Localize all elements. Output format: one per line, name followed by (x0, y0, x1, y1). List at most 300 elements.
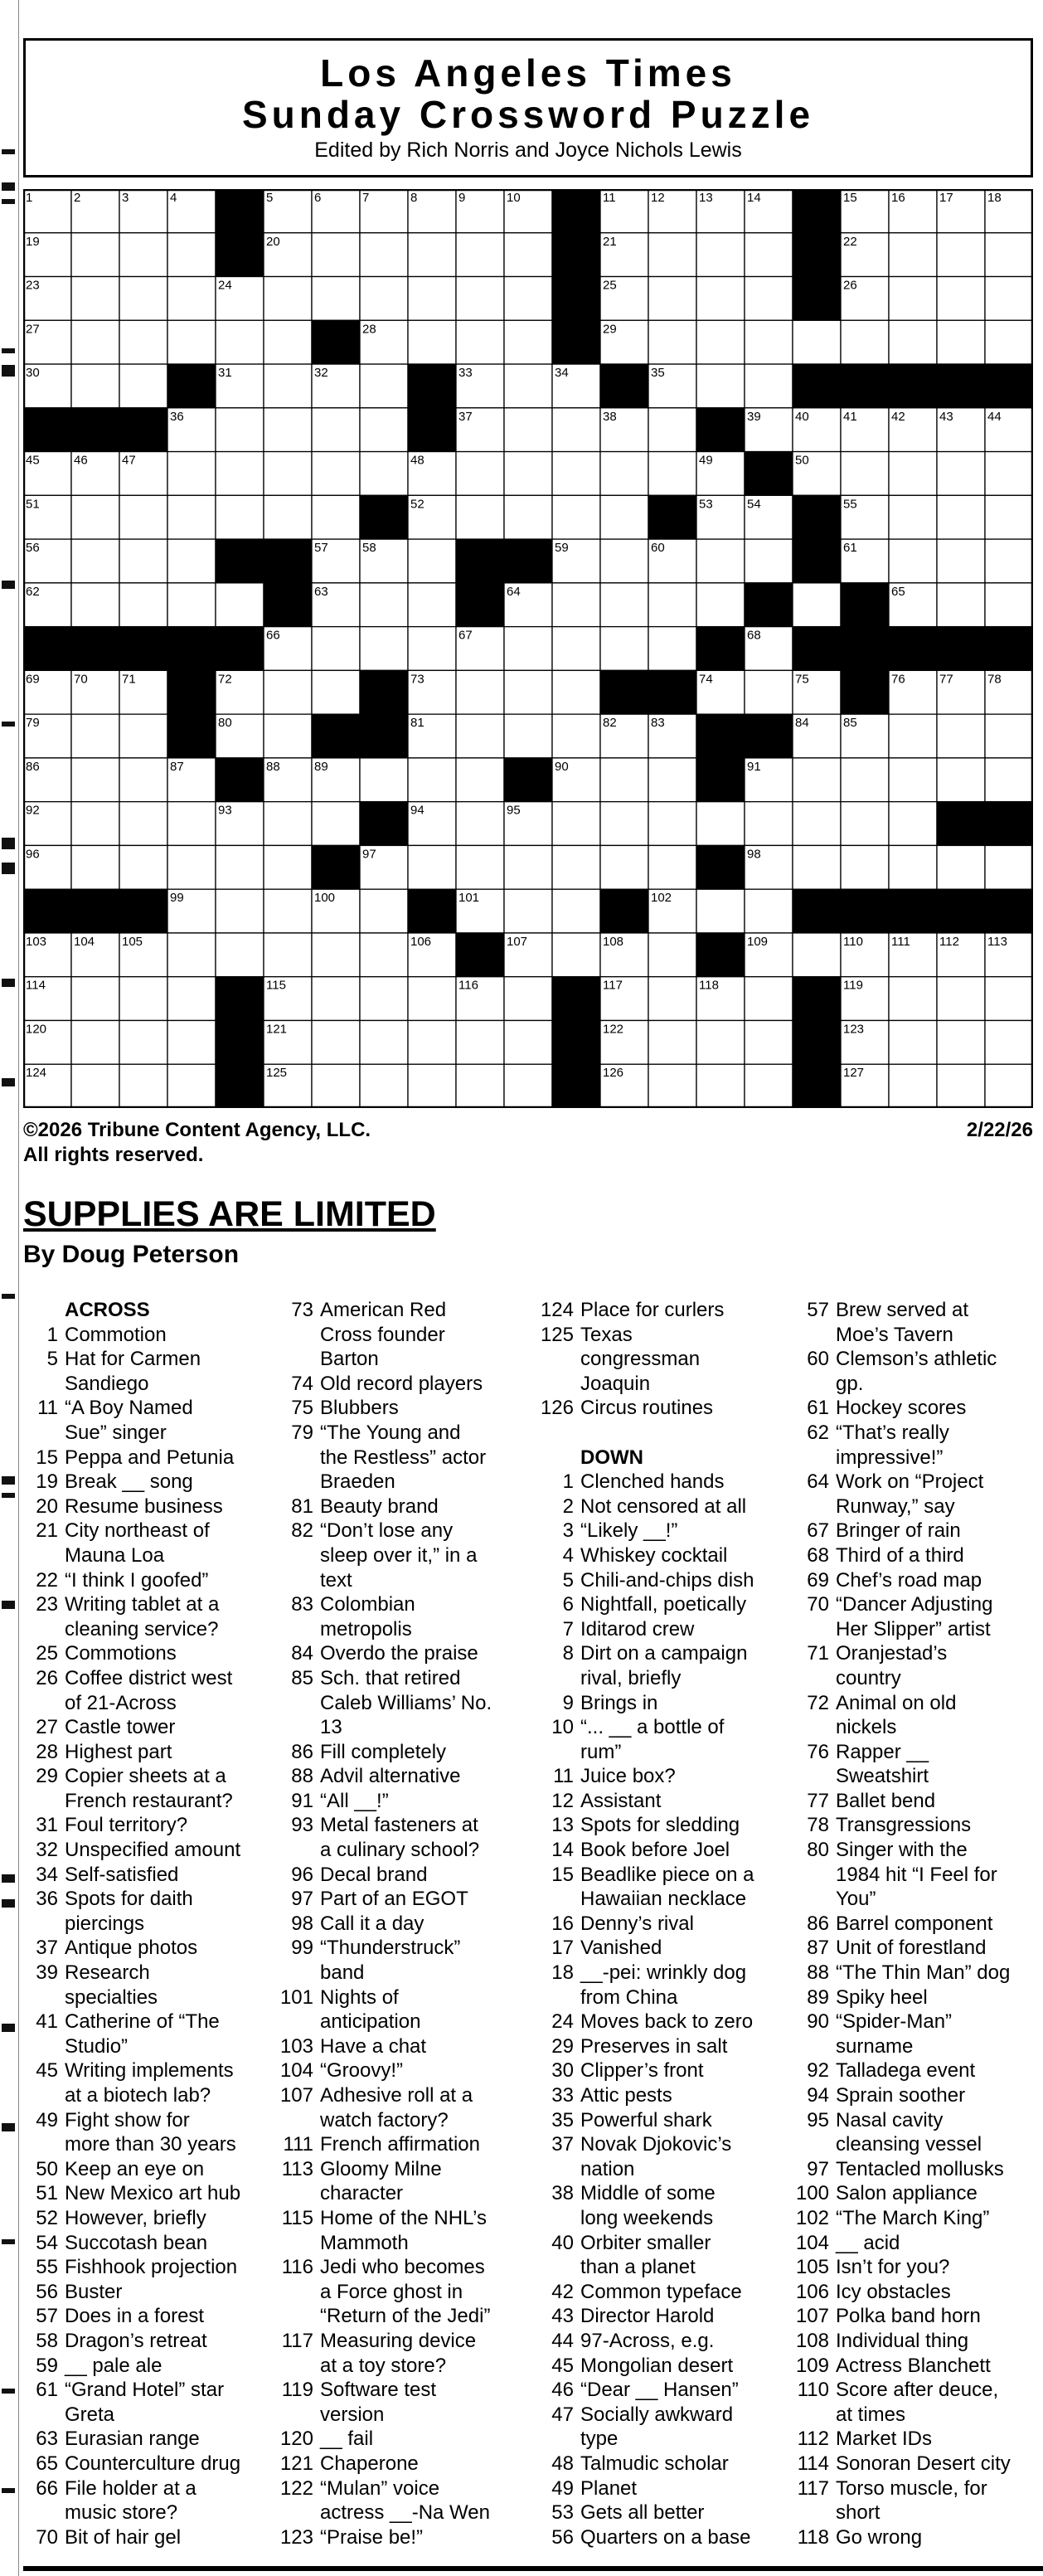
clue-line: Does in a forest (65, 2305, 205, 2328)
clue (279, 1936, 512, 1985)
grid-cell (696, 1064, 745, 1108)
grid-cell (552, 408, 600, 452)
clue-line: Powerful shark (580, 2108, 712, 2131)
clue-number: 102 (795, 2206, 829, 2229)
editors-line: Edited by Rich Norris and Joyce Nichols Lewis (314, 139, 742, 162)
clue-text (836, 2010, 1035, 2058)
clue-number: 65 (36, 2452, 58, 2475)
clue-line: Rapper __ (836, 1740, 929, 1763)
clue-text (65, 1666, 257, 1715)
cell-number: 125 (266, 1066, 288, 1081)
clue-number: 73 (291, 1299, 313, 1321)
clue-text (320, 2452, 512, 2476)
clue (794, 2231, 1035, 2256)
clue-line: Eurasian range (65, 2428, 200, 2451)
clue-line: Peppa and Petunia (65, 1446, 235, 1469)
grid-cell (504, 320, 552, 364)
grid-cell (360, 1020, 408, 1064)
black-square (985, 802, 1033, 846)
clue-text (65, 1813, 257, 1838)
clue (794, 2476, 1035, 2525)
grid-cell (889, 495, 937, 539)
black-square (696, 627, 745, 671)
clue-text (580, 2403, 779, 2452)
grid-cell (504, 452, 552, 496)
cell-number: 98 (747, 847, 761, 862)
clue-line: rum” (580, 1740, 622, 1763)
grid-cell (600, 627, 648, 671)
clue-number: 99 (291, 1937, 313, 1960)
clue (539, 1691, 779, 1716)
cell-number: 12 (651, 191, 665, 205)
clue-text (65, 2157, 257, 2182)
puzzle-byline: By Doug Peterson (23, 1241, 240, 1268)
clue-number: 38 (551, 2182, 574, 2205)
clue (539, 1470, 779, 1495)
clue-number: 97 (807, 2157, 829, 2180)
cell-number: 64 (507, 584, 521, 599)
clue-number: 120 (279, 2428, 313, 2451)
grid-cell (360, 277, 408, 321)
clue-line: Fishhook projection (65, 2256, 238, 2279)
grid-cell (889, 320, 937, 364)
clue-line: Brings in (580, 1691, 658, 1714)
cell-number: 49 (699, 453, 713, 468)
clue-number: 80 (807, 1839, 829, 1862)
grid-cell (312, 933, 360, 977)
clue-text (320, 2476, 512, 2525)
clue-line: Animal on old (836, 1691, 957, 1714)
clue-text (65, 2058, 257, 2107)
black-square (889, 889, 937, 933)
grid-cell (312, 670, 360, 714)
clue-number: 7 (562, 1617, 574, 1640)
clue-text (580, 1495, 779, 1519)
clue-text (836, 1519, 1035, 1543)
clue-line: Oranjestad’s (836, 1642, 948, 1665)
clue (539, 2403, 779, 2452)
clue-text (580, 2378, 779, 2403)
clue-number: 79 (291, 1421, 313, 1444)
clue (279, 1887, 512, 1912)
black-square (552, 1064, 600, 1108)
clue-line: Joaquin (580, 1372, 651, 1395)
clue-text (580, 2034, 779, 2059)
clue-number: 58 (36, 2329, 58, 2352)
clue-number: 53 (551, 2501, 574, 2525)
grid-cell (264, 933, 312, 977)
clue-line: music store? (65, 2501, 178, 2525)
clue-line: Isn’t for you? (836, 2256, 950, 2279)
cell-number: 60 (651, 541, 665, 556)
clue (23, 2157, 257, 2182)
clue (539, 2231, 779, 2280)
clue-number: 109 (795, 2354, 829, 2377)
clue (794, 1421, 1035, 1470)
clue-text (65, 1838, 257, 1863)
clue-number: 62 (807, 1421, 829, 1444)
puzzle-date: 2/22/26 (966, 1119, 1033, 1141)
grid-cell (119, 539, 167, 583)
grid-cell (504, 845, 552, 889)
clue-number: 15 (551, 1863, 574, 1886)
cell-number: 38 (603, 409, 617, 424)
clue-line: Assistant (580, 1789, 662, 1812)
grid-cell (456, 495, 504, 539)
clue (539, 2476, 779, 2501)
cell-number: 100 (314, 891, 336, 906)
cell-number: 85 (843, 716, 857, 731)
clue-number: 1 (562, 1470, 574, 1494)
clue (23, 1470, 257, 1495)
clue-text (320, 1985, 512, 2034)
grid-cell (360, 452, 408, 496)
clue (794, 1641, 1035, 1690)
clue (539, 2280, 779, 2305)
clue-number: 35 (551, 2108, 574, 2131)
clue-line: “The Young and (320, 1421, 461, 1444)
clue-number: 18 (551, 1961, 574, 1985)
grid-cell (648, 452, 696, 496)
clue-number: 45 (36, 2059, 58, 2083)
cell-number: 72 (218, 672, 232, 687)
cell-number: 86 (26, 759, 40, 774)
cell-number: 82 (603, 716, 617, 731)
clue-number: 124 (540, 1299, 574, 1321)
copyright-line: ©2026 Tribune Content Agency, LLC. (23, 1119, 371, 1141)
clue (794, 1936, 1035, 1961)
clue-line: from China (580, 1985, 678, 2009)
clue-line: Place for curlers (580, 1299, 725, 1321)
black-square (793, 889, 841, 933)
clue-line: Sandiego (65, 1372, 149, 1395)
clue (279, 2034, 512, 2059)
clue-line: “Mulan” voice (320, 2476, 440, 2500)
grid-cell (312, 1020, 360, 1064)
clue-line: long weekends (580, 2206, 714, 2229)
grid-cell (216, 889, 264, 933)
grid-cell (167, 845, 216, 889)
grid-cell (745, 539, 793, 583)
clue-line: Spots for daith (65, 1888, 193, 1911)
cell-number: 15 (843, 191, 857, 205)
clue (23, 2378, 257, 2427)
clue-line: a culinary school? (320, 1839, 480, 1862)
clue-number: 25 (36, 1642, 58, 1665)
clue-number: 100 (795, 2182, 829, 2205)
clue (539, 2329, 779, 2354)
clue-number: 90 (807, 2010, 829, 2034)
clue-line: “The Thin Man” dog (836, 1961, 1011, 1985)
grid-cell (937, 714, 985, 758)
clue-number: 5 (562, 1568, 574, 1592)
grid-cell (937, 539, 985, 583)
clue-text (580, 2010, 779, 2034)
grid-cell (71, 320, 119, 364)
cell-number: 20 (266, 234, 280, 249)
clue (794, 1347, 1035, 1396)
clue (794, 2329, 1035, 2354)
clue-text (320, 1863, 512, 1888)
grid-cell (841, 452, 889, 496)
clue-text (65, 1863, 257, 1888)
clue-line: City northeast of (65, 1519, 210, 1543)
clue (279, 1592, 512, 1641)
clue (279, 2083, 512, 2132)
grid-cell (408, 845, 456, 889)
clue-text (836, 2525, 1035, 2550)
clue (23, 2476, 257, 2525)
cell-number: 5 (266, 191, 274, 205)
clue-number: 48 (551, 2452, 574, 2475)
clue-number: 28 (36, 1740, 58, 1763)
clue-number: 115 (281, 2206, 313, 2229)
grid-cell (119, 977, 167, 1021)
clue-line: band (320, 1961, 365, 1985)
clue-text (65, 2255, 257, 2280)
black-square (793, 627, 841, 671)
black-square (456, 583, 504, 627)
clue-line: Brew served at (836, 1299, 969, 1321)
clue-text (65, 1764, 257, 1813)
grid-cell (456, 233, 504, 277)
grid-cell (360, 1064, 408, 1108)
clue-number: 117 (797, 2476, 829, 2500)
clue-text (320, 2034, 512, 2059)
clue (539, 1961, 779, 2010)
grid-cell (119, 845, 167, 889)
clue-line: You” (836, 1888, 876, 1911)
clue-line: American Red (320, 1299, 447, 1321)
clue-line: Braeden (320, 1470, 395, 1494)
cell-number: 97 (362, 847, 376, 862)
clue (279, 1372, 512, 1397)
clue-line: Fill completely (320, 1740, 447, 1763)
clue-number: 47 (551, 2403, 574, 2426)
clue-line: Torso muscle, for (836, 2476, 987, 2500)
clue-text (65, 2476, 257, 2525)
clue-line: Buster (65, 2280, 123, 2303)
clue-line: “Don’t lose any (320, 1519, 454, 1543)
clue-line: Quarters on a base (580, 2525, 751, 2549)
clue-line: Dragon’s retreat (65, 2329, 207, 2352)
clue-line: Software test (320, 2379, 437, 2402)
black-square (648, 670, 696, 714)
grid-cell (456, 320, 504, 364)
bottom-rule (23, 2566, 1043, 2571)
clue (794, 1592, 1035, 1641)
grid-cell (937, 320, 985, 364)
cell-number: 21 (603, 234, 617, 249)
grid-cell (264, 277, 312, 321)
cell-number: 61 (843, 541, 857, 556)
grid-cell (648, 627, 696, 671)
clue-line: Caleb Williams’ No. (320, 1691, 492, 1714)
clue-line: Runway,” say (836, 1495, 955, 1518)
grid-cell (600, 758, 648, 802)
clue-text (65, 2329, 257, 2354)
grid-cell (360, 364, 408, 408)
cell-number: 3 (122, 191, 129, 205)
clue-number: 41 (36, 2010, 58, 2034)
clue-number: 96 (291, 1863, 313, 1886)
clue-line: Sprain soother (836, 2084, 966, 2107)
black-square (408, 408, 456, 452)
clue-line: more than 30 years (65, 2133, 236, 2156)
grid-cell (889, 1064, 937, 1108)
cell-number: 77 (939, 672, 953, 687)
grid-cell (456, 277, 504, 321)
clue (539, 2304, 779, 2329)
cell-number: 80 (218, 716, 232, 731)
black-square (696, 714, 745, 758)
clue-line: Break __ song (65, 1470, 193, 1494)
clue (279, 2255, 512, 2329)
clue (279, 2427, 512, 2452)
grid-cell (504, 364, 552, 408)
clue-line: Hat for Carmen (65, 1348, 201, 1371)
clue (279, 2452, 512, 2476)
clue-text (320, 2378, 512, 2427)
grid-cell (71, 583, 119, 627)
grid-cell (648, 1064, 696, 1108)
clue-line: Talladega event (836, 2059, 976, 2083)
clue-text (65, 2108, 257, 2157)
clue-line: Transgressions (836, 1814, 972, 1837)
grid-cell (648, 977, 696, 1021)
clue (279, 1519, 512, 1592)
clue (539, 2034, 779, 2059)
clue-number: 19 (36, 1470, 58, 1494)
clue-number: 82 (291, 1519, 313, 1543)
grid-cell (552, 933, 600, 977)
cell-number: 11 (603, 191, 616, 205)
clue-line: Third of a third (836, 1543, 964, 1567)
clue-line: Middle of some (580, 2182, 716, 2205)
grid-cell (937, 1020, 985, 1064)
cell-number: 46 (74, 453, 88, 468)
clue-number: 54 (36, 2231, 58, 2254)
clue-line: Catherine of “The (65, 2010, 220, 2034)
grid-cell (841, 802, 889, 846)
cell-number: 36 (170, 409, 184, 424)
clue (23, 1347, 257, 1396)
clue-number: 86 (291, 1740, 313, 1763)
clue (23, 1740, 257, 1765)
grid-cell (985, 758, 1033, 802)
cell-number: 13 (699, 191, 713, 205)
grid-cell (312, 452, 360, 496)
black-square (504, 539, 552, 583)
clue (539, 2058, 779, 2083)
clue (539, 1641, 779, 1690)
clue-number: 57 (36, 2305, 58, 2328)
clue-number: 20 (36, 1495, 58, 1518)
clue-text (320, 2083, 512, 2132)
clue-line: “... __ a bottle of (580, 1716, 725, 1739)
clue-line: French restaurant? (65, 1789, 233, 1812)
clue-text (320, 2058, 512, 2083)
black-square (937, 627, 985, 671)
clue (539, 1764, 779, 1789)
puzzle-title: SUPPLIES ARE LIMITED (23, 1194, 436, 1234)
clue-number: 89 (807, 1985, 829, 2009)
grid-cell (552, 583, 600, 627)
clue-text (320, 1372, 512, 1397)
black-square (71, 408, 119, 452)
black-square (841, 627, 889, 671)
clue-line: “I think I goofed” (65, 1568, 209, 1592)
clue (279, 1863, 512, 1888)
clue-text (836, 1592, 1035, 1641)
clue-line: Sue” singer (65, 1421, 167, 1444)
clue (539, 1298, 779, 1323)
grid-cell (264, 364, 312, 408)
cell-number: 27 (26, 322, 40, 337)
clue (794, 1961, 1035, 1985)
clue-line: Commotion (65, 1323, 167, 1346)
clue (794, 1813, 1035, 1838)
grid-cell (504, 277, 552, 321)
grid-cell (745, 1064, 793, 1108)
black-square (600, 364, 648, 408)
clue (794, 1396, 1035, 1421)
grid-cell (841, 320, 889, 364)
grid-cell (985, 539, 1033, 583)
clue-line: “Likely __!” (580, 1519, 678, 1543)
clue-number: 95 (807, 2108, 829, 2131)
clue-line: File holder at a (65, 2476, 196, 2500)
clue-number: 91 (291, 1789, 313, 1812)
clue (794, 1543, 1035, 1568)
cell-number: 119 (843, 978, 863, 993)
clue-line: Studio” (65, 2034, 129, 2058)
clue (794, 2452, 1035, 2476)
clue-number: 68 (807, 1543, 829, 1567)
clue (539, 1568, 779, 1593)
clue-line: Attic pests (580, 2084, 672, 2107)
clue-line: New Mexico art hub (65, 2182, 241, 2205)
clue-number: 49 (36, 2108, 58, 2131)
grid-cell (504, 670, 552, 714)
cell-number: 44 (987, 409, 1002, 424)
clue-number: 4 (562, 1543, 574, 1567)
clue (794, 1691, 1035, 1740)
black-square (552, 1020, 600, 1064)
grid-cell (167, 320, 216, 364)
clue-line: Gets all better (580, 2501, 705, 2525)
clue-line: Have a chat (320, 2034, 427, 2058)
clue-line: sleep over it,” in a (320, 1543, 478, 1567)
clue-line: Bringer of rain (836, 1519, 961, 1543)
cell-number: 24 (218, 278, 232, 293)
clue-line: “All __!” (320, 1789, 389, 1812)
clue-line: Hockey scores (836, 1397, 967, 1420)
clue (794, 2206, 1035, 2231)
clue-number: 36 (36, 1888, 58, 1911)
clue-line: Singer with the (836, 1839, 968, 1862)
clue-text (320, 2427, 512, 2452)
clue (539, 1936, 779, 1961)
cell-number: 22 (843, 234, 857, 249)
clue-number: 60 (807, 1348, 829, 1371)
black-square (745, 583, 793, 627)
grid-cell (985, 277, 1033, 321)
cell-number: 45 (26, 453, 40, 468)
clue (539, 1519, 779, 1543)
clue-line: “Return of the Jedi” (320, 2305, 491, 2328)
clue-number: 78 (807, 1814, 829, 1837)
